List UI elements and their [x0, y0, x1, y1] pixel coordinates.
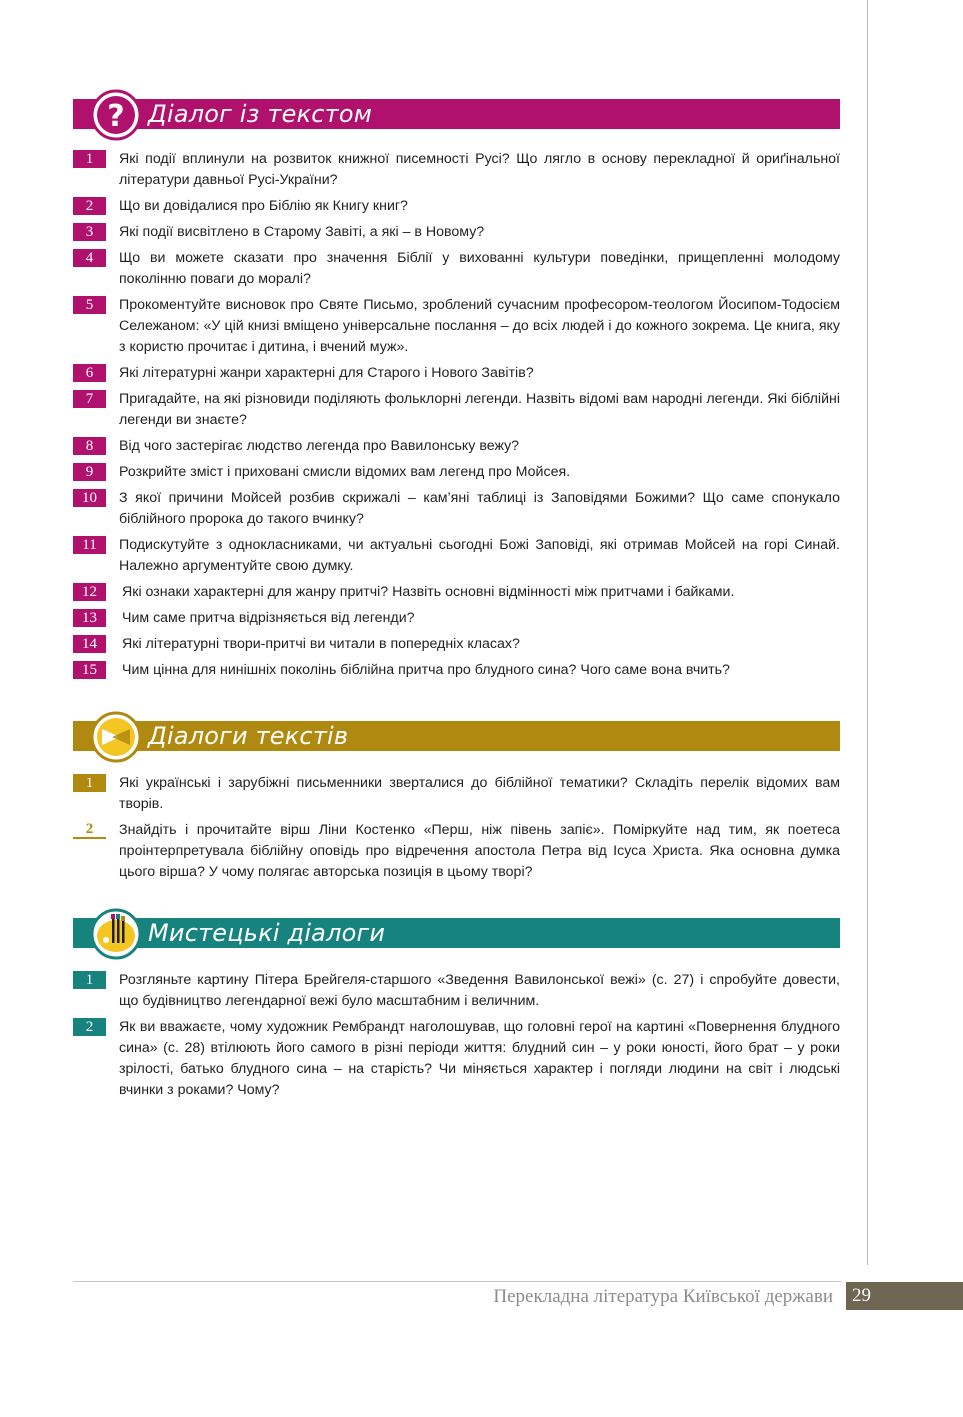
question-number-badge: 8: [73, 437, 106, 455]
footer-rule: [73, 1281, 841, 1282]
section-banner: [73, 918, 840, 948]
question-item: [73, 196, 840, 217]
page-number: 29: [846, 1282, 963, 1310]
question-text: Що ви довідалися про Біблію як Книгу книг?: [119, 198, 408, 214]
question-number-badge: 2: [73, 197, 106, 215]
question-number-badge: 14: [73, 635, 106, 653]
question-item: [73, 773, 840, 815]
question-item: [73, 488, 840, 530]
question-text: Розкрийте зміст і приховані смисли відомих вам легенд про Мойсея.: [119, 464, 571, 480]
question-number-badge: 1: [73, 971, 106, 989]
question-number-badge: 4: [73, 249, 106, 267]
question-item: [73, 248, 840, 290]
question-number-badge: 11: [73, 536, 106, 554]
question-list: [73, 970, 840, 1101]
question-item: [73, 634, 840, 655]
question-item: [73, 295, 840, 358]
question-list: [73, 773, 840, 883]
question-text: Як ви вважаєте, чому художник Рембрандт наголошував, що головні герої на картині «Повернення блудного сина» (с. 28) втілюють його самого в різні періоди життя: блудний син – у роки юності, його брат – у роки зрілості, батько блудного сина – на старість? Чи міняється характер і погляди людини на світ і людські вчинки з роками? Чому?: [119, 1019, 840, 1098]
question-item: [73, 462, 840, 483]
question-item: [73, 970, 840, 1012]
section-banner: [73, 99, 840, 134]
question-number-badge: 12: [73, 583, 106, 601]
section-banner: [73, 721, 840, 751]
section-title: Діалог із текстом: [148, 100, 373, 128]
running-footer-title: Перекладна література Київської держави: [493, 1286, 833, 1307]
question-item: [73, 222, 840, 243]
question-text: Від чого застерігає людство легенда про Вавилонську вежу?: [119, 438, 520, 454]
svg-text:?: ?: [107, 99, 125, 134]
question-item: [73, 149, 840, 191]
palette-brushes-icon: [90, 908, 142, 960]
question-item: [73, 582, 840, 603]
question-text: Які ознаки характерні для жанру притчі? Назвіть основні відмінності між притчами і байками.: [122, 584, 735, 600]
section-dialog-with-text: [73, 99, 840, 686]
question-text: Розгляньте картину Пітера Брейгеля-старшого «Зведення Вавилонської вежі» (с. 27) і спробуйте довести, що будівництво легендарної вежі було масштабним і величним.: [119, 972, 840, 1009]
question-number-badge: 7: [73, 390, 106, 408]
page-edge-rule: [867, 0, 868, 1265]
question-text: Які літературні жанри характерні для Старого і Нового Завітів?: [119, 365, 534, 381]
question-item: [73, 660, 840, 681]
question-number-badge: 1: [73, 150, 106, 168]
question-number-badge: 2: [73, 1018, 106, 1036]
question-item: [73, 436, 840, 457]
question-number-badge: 3: [73, 223, 106, 241]
section-title: Діалоги текстів: [148, 722, 349, 750]
question-text: Чим цінна для нинішніх поколінь біблійна притча про блудного сина? Чого саме вона вчить?: [122, 662, 730, 678]
question-mark-icon: [90, 89, 142, 141]
crossing-arrows-icon: [90, 711, 142, 763]
question-text: Пригадайте, на які різновиди поділяють фольклорні легенди. Назвіть відомі вам народні легенди. Які біблійні легенди ви знаєте?: [119, 391, 840, 428]
question-number-badge: 6: [73, 364, 106, 382]
question-list: [73, 149, 840, 681]
section-art-dialogues: [73, 918, 840, 1106]
question-number-badge: 5: [73, 296, 106, 314]
question-item: [73, 363, 840, 384]
question-text: Які події висвітлено в Старому Завіті, а які – в Новому?: [119, 224, 485, 240]
question-number-badge: 9: [73, 463, 106, 481]
question-number-badge: 13: [73, 609, 106, 627]
question-item: [73, 1017, 840, 1101]
question-number-badge: 2: [73, 821, 106, 839]
question-item: [73, 389, 840, 431]
question-text: Які літературні твори-притчі ви читали в попередніх класах?: [122, 636, 520, 652]
question-text: Подискутуйте з однокласниками, чи актуальні сьогодні Божі Заповіді, які отримав Мойсей на горі Синай. Належно аргументуйте свою думку.: [119, 537, 840, 574]
question-text: Прокоментуйте висновок про Святе Письмо, зроблений сучасним професором-теологом Йосипом-Тодосієм Сележаном: «У цій книзі вміщено універсальне послання – до всіх людей і до кожного зокрема. Це книга, яку з користю прочитає і дитина, і вчений муж».: [119, 297, 840, 355]
question-number-badge: 10: [73, 489, 106, 507]
question-text: Чим саме притча відрізняється від легенди?: [122, 610, 415, 626]
question-text: Знайдіть і прочитайте вірш Ліни Костенко «Перш, ніж півень запіє». Поміркуйте над тим, як поетеса проінтерпретувала біблійну оповідь про відречення апостола Петра від Ісуса Христа. Яка основна думка цього вірша? У чому полягає авторська позиція в цьому творі?: [119, 822, 840, 880]
question-text: Які українські і зарубіжні письменники зверталися до біблійної тематики? Складіть перелік відомих вам творів.: [119, 775, 840, 812]
question-item: [73, 820, 840, 883]
question-item: [73, 608, 840, 629]
section-title: Мистецькі діалоги: [148, 919, 386, 947]
question-text: Що ви можете сказати про значення Біблії у вихованні культури поведінки, прищепленні молодому поколінню поваги до моралі?: [119, 250, 840, 287]
question-number-badge: 1: [73, 774, 106, 792]
question-text: З якої причини Мойсей розбив скрижалі – кам’яні таблиці із Заповідями Божими? Що саме спонукало біблійного пророка до такого вчинку?: [119, 490, 840, 527]
question-number-badge: 15: [73, 661, 106, 679]
section-texts-dialogues: [73, 721, 840, 888]
question-item: [73, 535, 840, 577]
question-text: Які події вплинули на розвиток книжної писемності Русі? Що лягло в основу перекладної й ориґінальної літератури давньої Русі-України?: [119, 151, 840, 188]
